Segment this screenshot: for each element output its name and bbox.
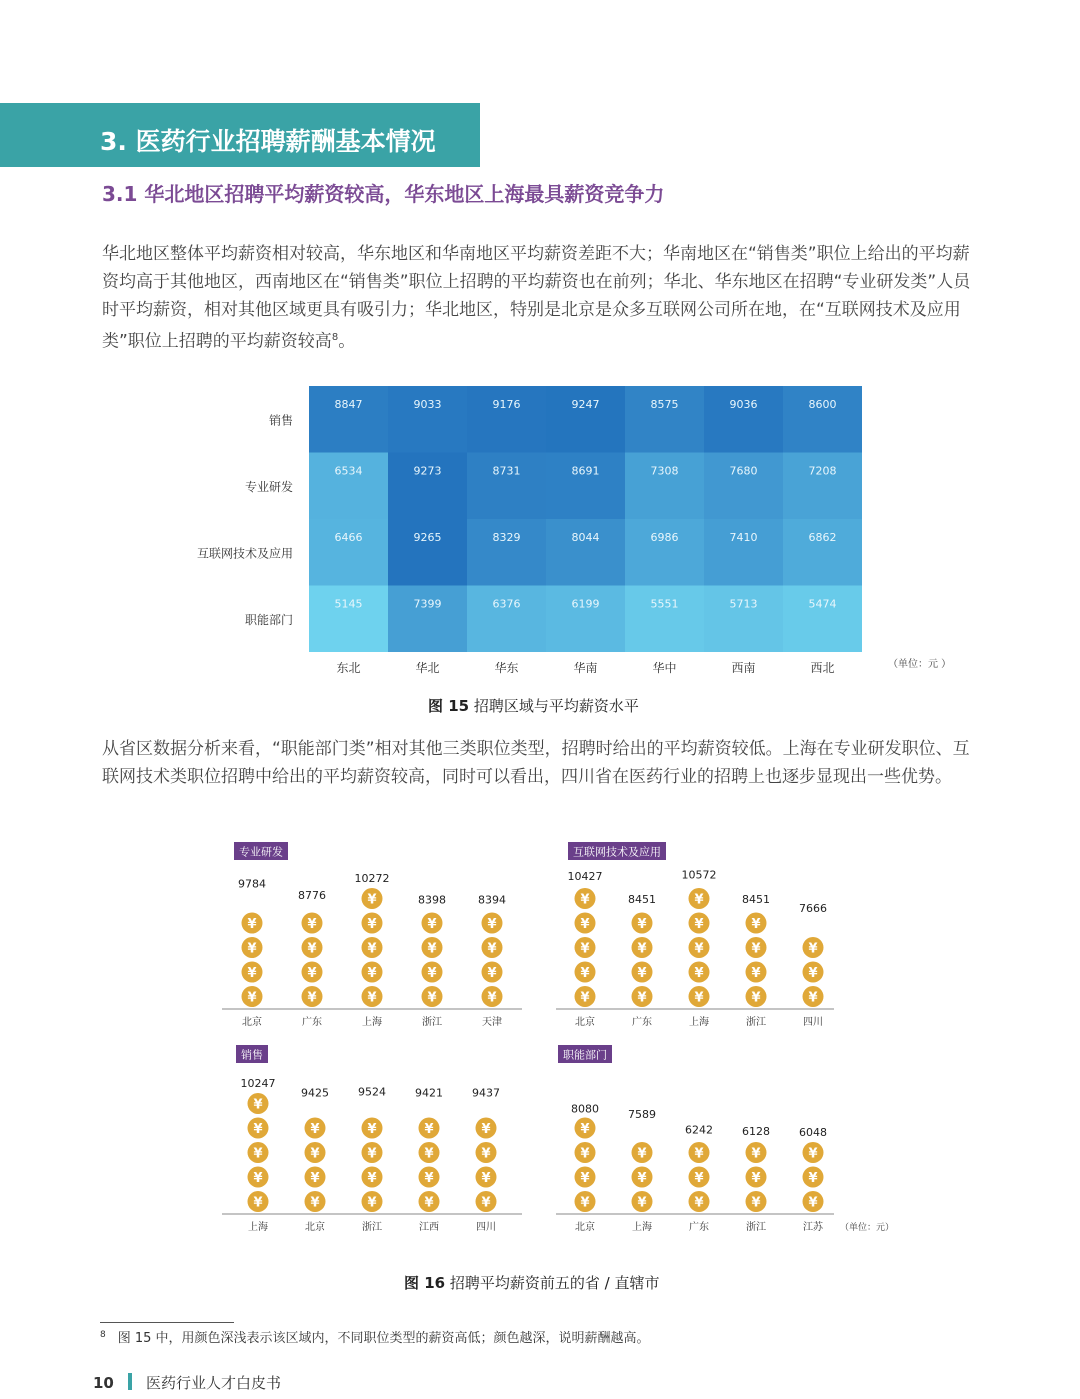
coin-symbol: ¥ (367, 892, 377, 908)
heatmap-cell (467, 386, 546, 453)
bar-value-label: 7666 (799, 902, 827, 916)
coin-symbol: ¥ (808, 941, 818, 957)
heatmap-cell (546, 386, 625, 453)
heatmap-column-label: 华东 (494, 661, 519, 675)
coin-symbol: ¥ (427, 917, 437, 932)
bar-category-label: 北京 (305, 1222, 325, 1233)
coin-symbol: ¥ (580, 966, 590, 981)
coin-symbol: ¥ (367, 1171, 377, 1186)
coin-symbol: ¥ (751, 1171, 761, 1186)
bar-value-label: 9524 (358, 1085, 386, 1099)
coin-symbol: ¥ (481, 1146, 491, 1162)
bar-category-label: 浙江 (746, 1017, 766, 1028)
heatmap-cell-value: 7410 (729, 531, 758, 544)
bar-value-label: 6242 (685, 1123, 713, 1137)
coin-symbol: ¥ (247, 941, 257, 957)
coin-symbol: ¥ (310, 1195, 320, 1211)
coin-symbol: ¥ (307, 941, 317, 957)
bar-value-label: 8451 (628, 892, 656, 906)
coin-bar (689, 888, 710, 1007)
heatmap-cell-value: 9247 (571, 398, 600, 411)
footnote-text: 图 15 中，用颜色深浅表示该区域内，不同职位类型的薪资高低；颜色越深，说明薪酬越高。 (117, 1331, 650, 1346)
figure-16-caption (404, 1272, 659, 1293)
heatmap-cell-value: 5474 (808, 597, 837, 611)
bar-value-label: 8080 (571, 1102, 599, 1116)
heatmap-row-label: 互联网技术及应用 (196, 546, 293, 561)
heatmap-cell-value: 8731 (492, 464, 521, 478)
heatmap-cell (783, 386, 862, 453)
heatmap-cell (546, 453, 625, 520)
coin-symbol: ¥ (751, 917, 761, 932)
heatmap-cell (309, 386, 388, 453)
bar-category-label: 上海 (362, 1017, 382, 1028)
heatmap-column-label: 西南 (731, 661, 756, 675)
bar-value-label: 7589 (628, 1107, 656, 1121)
coin-symbol: ¥ (580, 941, 590, 957)
heatmap-cell-value: 6376 (492, 597, 521, 611)
heatmap-cell-value: 9273 (413, 464, 442, 478)
heatmap-cell (467, 586, 546, 653)
bar-category-label: 江西 (419, 1222, 439, 1233)
bar-category-label: 四川 (803, 1017, 823, 1028)
coin-symbol: ¥ (367, 917, 377, 932)
coin-bar (422, 913, 443, 1008)
coin-bar (575, 888, 596, 1007)
heatmap-cell (388, 386, 467, 453)
heatmap-column-label: 西北 (810, 661, 835, 675)
bar-category-label: 北京 (242, 1017, 262, 1028)
bar-value-label: 9425 (301, 1086, 329, 1100)
heatmap-cell-value: 8847 (334, 398, 363, 411)
bar-category-label: 上海 (248, 1222, 268, 1233)
coin-bar (419, 1118, 440, 1213)
coin-symbol: ¥ (253, 1122, 263, 1137)
paragraph-1 (102, 240, 980, 356)
coin-bar (362, 1118, 383, 1213)
heatmap-cell-value: 6534 (334, 464, 363, 478)
coin-bar (746, 913, 767, 1008)
coin-symbol: ¥ (481, 1171, 491, 1186)
coin-symbol: ¥ (487, 941, 497, 957)
heatmap-unit-note: （单位：元 ） (888, 659, 952, 670)
coin-bar (362, 888, 383, 1007)
heatmap-cell (704, 519, 783, 586)
coin-bar (689, 1142, 710, 1212)
coin-symbol: ¥ (580, 917, 590, 932)
footnote-number: 8 (100, 1329, 106, 1340)
coin-symbol: ¥ (253, 1171, 263, 1186)
bar-value-label: 8398 (418, 893, 446, 907)
heatmap-cell-value: 8044 (571, 531, 600, 544)
heatmap-row-label: 销售 (268, 413, 293, 428)
sub-title: 3.1 华北地区招聘平均薪资较高，华东地区上海最具薪资竞争力 (102, 182, 665, 206)
heatmap-cell-value: 5551 (650, 597, 679, 611)
coin-symbol: ¥ (694, 966, 704, 981)
heatmap-cell (388, 453, 467, 520)
heatmap-cell-value: 7308 (650, 464, 679, 478)
bar-category-label: 四川 (476, 1222, 496, 1233)
coin-symbol: ¥ (367, 966, 377, 981)
coin-bar (575, 1118, 596, 1213)
coin-bar (302, 913, 323, 1008)
coin-symbol: ¥ (694, 1171, 704, 1186)
coin-symbol: ¥ (424, 1146, 434, 1162)
heatmap-cell (467, 519, 546, 586)
coin-symbol: ¥ (580, 1171, 590, 1186)
coin-bar (746, 1142, 767, 1212)
coin-bar (482, 913, 503, 1008)
chart-title: 专业研发 (239, 845, 283, 859)
page-divider-bar (128, 1373, 132, 1390)
paragraph-2: 从省区数据分析来看，“职能部门类”相对其他三类职位类型，招聘时给出的平均薪资较低。上海在专业研发职位、互联网技术类职位招聘中给出的平均薪资较高，同时可以看出，四川省在医药行业的招聘上也逐步显现出一些优势。 (102, 739, 970, 787)
bar-value-label: 10247 (240, 1077, 276, 1091)
bar-value-label: 10272 (354, 871, 390, 885)
coin-symbol: ¥ (253, 1195, 263, 1211)
coin-symbol: ¥ (247, 917, 257, 932)
coin-symbol: ¥ (247, 966, 257, 981)
chart-title: 职能部门 (563, 1048, 607, 1062)
page-number: 10 (93, 1374, 114, 1392)
heatmap-cell-value: 8329 (492, 531, 521, 544)
coin-symbol: ¥ (808, 966, 818, 981)
coin-symbol: ¥ (751, 1146, 761, 1162)
coin-symbol: ¥ (694, 990, 704, 1006)
heatmap-cell (704, 453, 783, 520)
bar-category-label: 江苏 (803, 1222, 823, 1233)
heatmap-cell-value: 7399 (413, 597, 442, 611)
figure-16-number: 图 16 (404, 1274, 446, 1292)
book-title: 医药行业人才白皮书 (146, 1374, 282, 1392)
bar-category-label: 天津 (482, 1017, 502, 1028)
heatmap-column-label: 华北 (415, 661, 440, 675)
coin-symbol: ¥ (427, 966, 437, 981)
heatmap-row-label: 职能部门 (244, 612, 293, 627)
bar-value-label: 9784 (238, 877, 266, 891)
heatmap-cell-value: 8600 (808, 398, 837, 411)
bar-value-label: 6128 (742, 1124, 770, 1138)
coin-symbol: ¥ (694, 941, 704, 957)
coin-symbol: ¥ (367, 1195, 377, 1211)
coin-symbol: ¥ (808, 1146, 818, 1162)
bar-category-label: 浙江 (422, 1017, 442, 1028)
figure-15-number: 图 15 (428, 697, 470, 715)
bar-category-label: 上海 (632, 1222, 652, 1233)
bar-value-label: 6048 (799, 1125, 827, 1139)
heatmap-column-label: 华南 (573, 661, 598, 675)
heatmap-cell (625, 586, 704, 653)
coin-symbol: ¥ (481, 1122, 491, 1137)
coin-symbol: ¥ (307, 990, 317, 1006)
coin-symbol: ¥ (751, 990, 761, 1006)
heatmap-cell-value: 7208 (808, 464, 837, 478)
coin-symbol: ¥ (487, 990, 497, 1006)
coin-symbol: ¥ (751, 941, 761, 957)
coin-symbol: ¥ (367, 941, 377, 957)
coin-symbol: ¥ (694, 1146, 704, 1162)
coin-symbol: ¥ (253, 1146, 263, 1162)
coin-symbol: ¥ (427, 990, 437, 1006)
coin-symbol: ¥ (637, 1171, 647, 1186)
heatmap-cell (388, 586, 467, 653)
coin-bar (248, 1093, 269, 1212)
bar-category-label: 广东 (632, 1017, 652, 1028)
coin-symbol: ¥ (637, 966, 647, 981)
heatmap-cell-value: 6986 (650, 531, 679, 544)
bar-value-label: 10427 (567, 870, 603, 884)
coin-symbol: ¥ (307, 966, 317, 981)
heatmap-cell-value: 5713 (729, 597, 758, 611)
figure-16-caption-text: 招聘平均薪资前五的省 / 直辖市 (449, 1274, 660, 1292)
bar-category-label: 上海 (689, 1017, 709, 1028)
chart-title: 互联网技术及应用 (573, 845, 661, 859)
heatmap-cell-value: 8575 (650, 398, 679, 411)
heatmap-cell-value: 6862 (808, 531, 837, 544)
coin-symbol: ¥ (487, 966, 497, 981)
coin-symbol: ¥ (580, 990, 590, 1006)
coin-symbol: ¥ (637, 941, 647, 957)
heatmap-column-label: 华中 (652, 661, 677, 675)
section-title: 3. 医药行业招聘薪酬基本情况 (100, 127, 436, 156)
coin-bar (632, 913, 653, 1008)
heatmap-cell (309, 519, 388, 586)
footnote-divider (100, 1322, 234, 1323)
coin-symbol: ¥ (310, 1146, 320, 1162)
heatmap-cell-value: 9176 (492, 398, 521, 411)
heatmap-cell (388, 519, 467, 586)
heatmap-cell-value: 6199 (571, 597, 600, 611)
bar-value-label: 8394 (478, 893, 506, 907)
bar-value-label: 9421 (415, 1086, 443, 1100)
coin-bar (242, 913, 263, 1008)
figure-15-caption (428, 695, 639, 716)
footnote-ref: 8 (331, 332, 339, 343)
coin-symbol: ¥ (808, 1195, 818, 1211)
coin-symbol: ¥ (808, 1171, 818, 1186)
heatmap-cell-value: 6466 (334, 531, 363, 544)
coin-symbol: ¥ (481, 1195, 491, 1211)
coin-symbol: ¥ (808, 990, 818, 1006)
heatmap-cell (625, 386, 704, 453)
coin-bar (803, 1142, 824, 1212)
coin-bar (476, 1118, 497, 1213)
coin-bar-charts (0, 835, 1080, 1265)
heatmap-cell (704, 586, 783, 653)
coin-symbol: ¥ (253, 1097, 263, 1113)
heatmap-cell (704, 386, 783, 453)
coin-symbol: ¥ (580, 1122, 590, 1137)
coin-symbol: ¥ (310, 1171, 320, 1186)
coin-symbol: ¥ (751, 1195, 761, 1211)
coin-bar (632, 1142, 653, 1212)
heatmap-chart (0, 370, 1080, 690)
bar-category-label: 北京 (575, 1222, 595, 1233)
coin-symbol: ¥ (487, 917, 497, 932)
coin-bar (803, 937, 824, 1007)
coin-symbol: ¥ (694, 917, 704, 932)
bar-value-label: 10572 (681, 868, 717, 882)
coin-symbol: ¥ (427, 941, 437, 957)
bar-category-label: 浙江 (362, 1222, 382, 1233)
heatmap-cell-value: 8691 (571, 464, 600, 478)
coin-bar (305, 1118, 326, 1213)
coin-symbol: ¥ (307, 917, 317, 932)
bar-category-label: 广东 (689, 1222, 709, 1233)
coin-symbol: ¥ (424, 1195, 434, 1211)
heatmap-cell-value: 9036 (729, 398, 758, 411)
bar-value-label: 9437 (472, 1086, 500, 1100)
chart-unit-note: （单位：元） (840, 1223, 895, 1233)
coin-symbol: ¥ (367, 1122, 377, 1137)
paragraph-1-end: 。 (338, 331, 356, 352)
coin-symbol: ¥ (310, 1122, 320, 1137)
coin-symbol: ¥ (424, 1171, 434, 1186)
bar-category-label: 浙江 (746, 1222, 766, 1233)
heatmap-cell (309, 453, 388, 520)
heatmap-cell (467, 453, 546, 520)
paragraph-1-text: 华北地区整体平均薪资相对较高，华东地区和华南地区平均薪资差距不大；华南地区在“销售类”职位上给出的平均薪资均高于其他地区，西南地区在“销售类”职位上招聘的平均薪资也在前列；华北、华东地区在招聘“专业研发类”人员时平均薪资，相对其他区域更具有吸引力；华北地区，特别是北京是众多互联网公司所在地，在“互联网技术及应用类”职位上招聘的平均薪资较高 (102, 244, 971, 352)
heatmap-cell-value: 9265 (413, 531, 442, 544)
heatmap-cell (625, 453, 704, 520)
heatmap-cell-value: 5145 (334, 597, 363, 611)
coin-symbol: ¥ (637, 917, 647, 932)
bar-category-label: 广东 (302, 1017, 322, 1028)
heatmap-cell (783, 519, 862, 586)
coin-symbol: ¥ (637, 990, 647, 1006)
bar-value-label: 8451 (742, 892, 770, 906)
coin-symbol: ¥ (694, 1195, 704, 1211)
coin-symbol: ¥ (367, 1146, 377, 1162)
bar-value-label: 8776 (298, 889, 326, 903)
heatmap-cell (546, 586, 625, 653)
footnote (100, 1327, 650, 1346)
heatmap-column-label: 东北 (336, 661, 361, 675)
coin-symbol: ¥ (637, 1146, 647, 1162)
bar-category-label: 北京 (575, 1017, 595, 1028)
heatmap-cell-value: 7680 (729, 464, 758, 478)
coin-symbol: ¥ (694, 892, 704, 908)
coin-symbol: ¥ (580, 1195, 590, 1211)
heatmap-cell (546, 519, 625, 586)
coin-symbol: ¥ (367, 990, 377, 1006)
coin-symbol: ¥ (580, 1146, 590, 1162)
heatmap-cell (625, 519, 704, 586)
figure-15-caption-text: 招聘区域与平均薪资水平 (473, 697, 639, 715)
heatmap-cell (309, 586, 388, 653)
heatmap-cell (783, 586, 862, 653)
heatmap-cell (783, 453, 862, 520)
heatmap-cell-value: 9033 (413, 398, 442, 411)
coin-symbol: ¥ (580, 892, 590, 908)
coin-symbol: ¥ (247, 990, 257, 1006)
coin-symbol: ¥ (424, 1122, 434, 1137)
heatmap-row-label: 专业研发 (244, 479, 293, 494)
coin-symbol: ¥ (751, 966, 761, 981)
coin-symbol: ¥ (637, 1195, 647, 1211)
chart-title: 销售 (241, 1048, 263, 1062)
